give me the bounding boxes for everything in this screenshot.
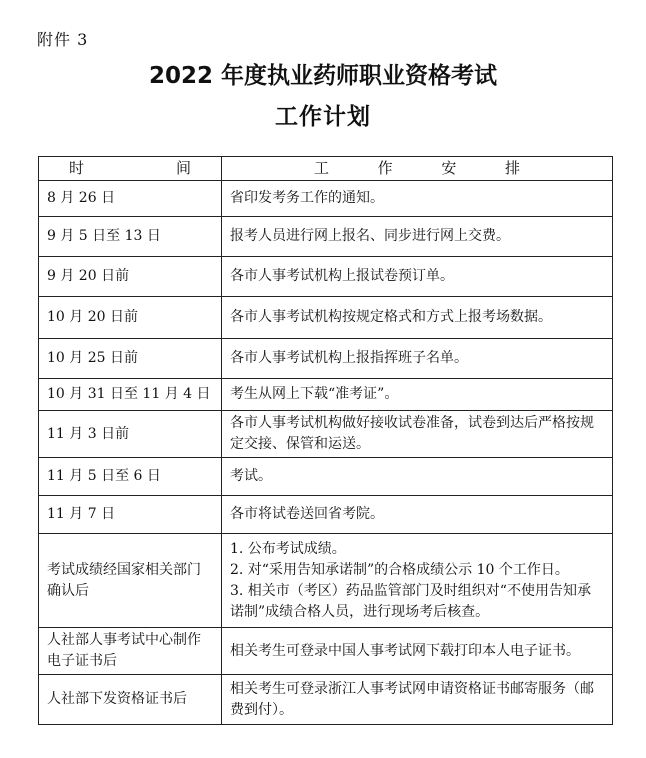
- table-row: [39, 379, 613, 411]
- work-line: 各市人事考试机构上报指挥班子名单。: [230, 350, 468, 366]
- table-row: [39, 534, 613, 628]
- table-row: [39, 628, 613, 675]
- row-time: 11 月 3 日前: [39, 411, 222, 458]
- row-work: [222, 534, 613, 628]
- row-work: [222, 628, 613, 675]
- row-time: 考试成绩经国家相关部门确认后: [39, 534, 222, 628]
- work-line: 各市人事考试机构上报试卷预订单。: [230, 268, 454, 284]
- table-header-row: [39, 157, 613, 181]
- attachment-label: 附件 3: [37, 30, 89, 49]
- document-title: 2022 年度执业药师职业资格考试: [148, 63, 498, 89]
- table-row: [39, 257, 613, 297]
- work-line: 3. 相关市（考区）药品监管部门及时组织对“不使用告知承诺制”成绩合格人员，进行现场考后核查。: [230, 582, 591, 620]
- row-time: 人社部人事考试中心制作电子证书后: [39, 628, 222, 675]
- table-row: [39, 339, 613, 379]
- row-time: 10 月 31 日至 11 月 4 日: [39, 379, 222, 411]
- table-body: [39, 181, 613, 725]
- row-work: [222, 217, 613, 257]
- row-work: [222, 297, 613, 339]
- row-work: [222, 411, 613, 458]
- row-time: 9 月 5 日至 13 日: [39, 217, 222, 257]
- header-time: 时 间: [39, 157, 222, 181]
- row-time: 10 月 25 日前: [39, 339, 222, 379]
- table-row: [39, 217, 613, 257]
- work-line: 报考人员进行网上报名、同步进行网上交费。: [230, 228, 510, 244]
- row-time: 人社部下发资格证书后: [39, 675, 222, 725]
- row-work: [222, 496, 613, 534]
- work-line: 各市将试卷送回省考院。: [230, 506, 384, 522]
- work-line: 2. 对“采用告知承诺制”的合格成绩公示 10 个工作日。: [230, 561, 569, 578]
- row-work: [222, 181, 613, 217]
- table-row: [39, 297, 613, 339]
- schedule-table: [38, 156, 613, 725]
- row-work: [222, 675, 613, 725]
- row-work: [222, 458, 613, 496]
- work-line: 各市人事考试机构做好接收试卷准备，试卷到达后严格按规定交接、保管和运送。: [230, 415, 594, 452]
- work-line: 省印发考务工作的通知。: [230, 190, 384, 206]
- row-work: [222, 257, 613, 297]
- work-line: 相关考生可登录浙江人事考试网申请资格证书邮寄服务（邮费到付）。: [230, 680, 594, 718]
- work-line: 1. 公布考试成绩。: [230, 540, 346, 557]
- row-time: 9 月 20 日前: [39, 257, 222, 297]
- work-line: 相关考生可登录中国人事考试网下载打印本人电子证书。: [230, 642, 580, 659]
- row-work: [222, 379, 613, 411]
- row-time: 11 月 5 日至 6 日: [39, 458, 222, 496]
- table-row: [39, 411, 613, 458]
- table-row: [39, 496, 613, 534]
- row-work: [222, 339, 613, 379]
- work-line: 考试。: [230, 468, 272, 484]
- table-row: [39, 458, 613, 496]
- table-row: [39, 675, 613, 725]
- header-work: 工 作 安 排: [222, 157, 613, 181]
- work-line: 考生从网上下载“准考证”。: [230, 386, 399, 402]
- row-time: 8 月 26 日: [39, 181, 222, 217]
- document-subtitle: 工作计划: [275, 104, 371, 130]
- table-row: [39, 181, 613, 217]
- row-time: 11 月 7 日: [39, 496, 222, 534]
- row-time: 10 月 20 日前: [39, 297, 222, 339]
- work-line: 各市人事考试机构按规定格式和方式上报考场数据。: [230, 309, 552, 325]
